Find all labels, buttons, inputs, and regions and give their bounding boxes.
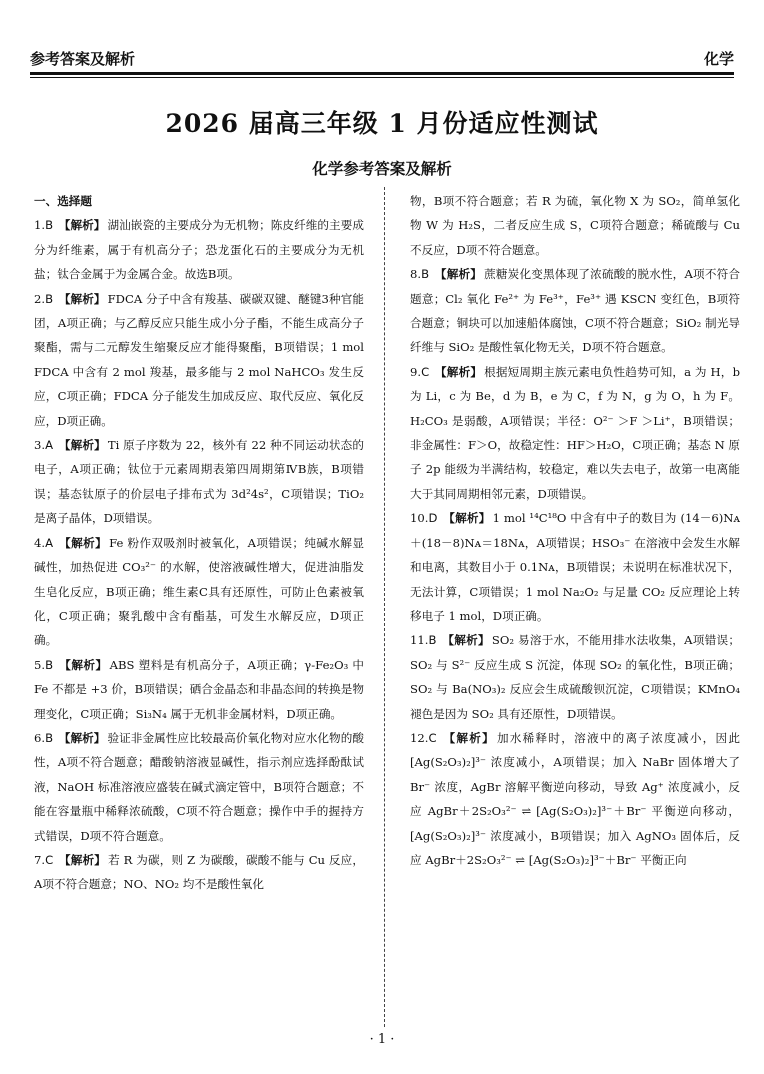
header-rule-thick bbox=[30, 72, 734, 75]
item-answer: D bbox=[428, 511, 438, 526]
answer-item bbox=[34, 531, 364, 653]
answer-item bbox=[410, 726, 740, 872]
item-answer: C bbox=[421, 364, 430, 379]
answer-item bbox=[410, 360, 740, 506]
answer-item bbox=[34, 848, 364, 897]
item-explanation: Fe 粉作双吸剂时被氧化，A项错误；纯碱水解显碱性，加热促进 CO₃²⁻ 的水解，使溶液碱性增大，促进油脂发生皂化反应，B项正确；维生素C具有还原性，可防止色素被氧化，C项正确；聚乳酸中含有酯基，可发生水解反应，D项正确。 bbox=[34, 535, 364, 648]
item-explanation: 加水稀释时，溶液中的离子浓度减小，因此 [Ag(S₂O₃)₂]³⁻ 浓度减小，A项错误；加入 NaBr 固体增大了 Br⁻ 浓度，AgBr 溶解平衡逆向移动，导致 Ag⁺ 浓度减小，反应 AgBr＋2S₂O₃²⁻ ⇌ [Ag(S₂O₃)₂]³⁻＋Br⁻ 平衡逆向移动，[Ag(S₂O₃)₂]³⁻ 浓度减小，B项错误；加入 AgNO₃ 固体后，反应 AgBr＋2S₂O₃²⁻ ⇌ [Ag(S₂O₃)₂]³⁻＋Br⁻ 平衡正向 bbox=[410, 730, 740, 867]
item-answer: A bbox=[45, 438, 53, 453]
item-number: 5. bbox=[34, 657, 46, 672]
item-explanation: Ti 原子序数为 22，核外有 22 种不同运动状态的电子，A项正确；钛位于元素周期表第四周期第ⅣB族，B项错误；基态钛原子的价层电子排布式为 3d²4s²，C项错误；TiO₂ 是离子晶体，D项错误。 bbox=[34, 438, 364, 526]
page-header bbox=[30, 44, 734, 74]
section-heading: 一、选择题 bbox=[34, 194, 92, 208]
page-number: · 1 · bbox=[369, 1032, 395, 1047]
item-answer: B bbox=[421, 267, 430, 282]
item-number: 4. bbox=[34, 535, 46, 550]
item-answer: B bbox=[45, 291, 54, 306]
item-number: 9. bbox=[410, 364, 422, 379]
item-answer: A bbox=[45, 535, 53, 550]
item-number: 1. bbox=[34, 218, 46, 233]
answer-item bbox=[34, 287, 364, 433]
answer-item bbox=[410, 628, 740, 726]
item-explanation: 湖汕嵌瓷的主要成分为无机物；陈皮纤维的主要成分为纤维素，属于有机高分子；恐龙蛋化石的主要成分为无机盐；钛合金属于为金属合金。故选B项。 bbox=[34, 218, 364, 282]
item-tag: 【解析】 bbox=[58, 218, 106, 233]
item-tag: 【解析】 bbox=[58, 730, 106, 745]
item-answer: B bbox=[45, 218, 54, 233]
item-number: 12. bbox=[410, 730, 429, 745]
item-number: 8. bbox=[410, 267, 422, 282]
item-answer: C bbox=[428, 730, 437, 745]
item-explanation: 物，B项不符合题意；若 R 为硫，氧化物 X 为 SO₂，简单氢化物 W 为 H₂S，二者反应生成 S，C项符合题意；稀硫酸与 Cu 不反应，D项不符合题意。 bbox=[410, 194, 740, 257]
item-explanation: 1 mol ¹⁴C¹⁸O 中含有中子的数目为 (14－6)Nᴀ＋(18－8)Nᴀ＝18Nᴀ，A项错误；HSO₃⁻ 在溶液中会发生水解和电离，其数目小于 0.1Nᴀ，B项错误；未说明在标准状况下，无法计算，C项错误；1 mol Na₂O₂ 与足量 CO₂ 反应理论上转移电子 1 mol，D项正确。 bbox=[410, 511, 740, 623]
item-answer: C bbox=[45, 852, 54, 867]
answer-item bbox=[410, 506, 740, 628]
item-tag: 【解析】 bbox=[59, 657, 108, 672]
answer-item bbox=[34, 653, 364, 726]
item-answer: B bbox=[428, 633, 437, 648]
page-title: 2026 届高三年级 1 月份适应性测试 bbox=[165, 109, 599, 138]
right-column bbox=[410, 189, 740, 872]
item-explanation: ABS 塑料是有机高分子，A项正确；γ-Fe₂O₃ 中 Fe 不都是 +3 价，B项错误；硒合金晶态和非晶态间的转换是物理变化，C项正确；Si₃N₄ 属于无机非金属材料，D项正确。 bbox=[34, 657, 365, 721]
left-column bbox=[34, 189, 364, 897]
item-tag: 【解析】 bbox=[58, 291, 106, 306]
item-number: 6. bbox=[34, 730, 46, 745]
item-tag: 【解析】 bbox=[59, 535, 108, 550]
answer-item bbox=[34, 433, 364, 531]
right-items bbox=[410, 189, 740, 872]
item-number: 2. bbox=[34, 291, 46, 306]
item-explanation: FDCA 分子中含有羧基、碳碳双键、醚键3种官能团，A项正确；与乙醇反应只能生成小分子酯，不能生成高分子聚酯，需与二元醇发生缩聚反应才能得聚酯，B项错误；1 mol FDCA 中含有 2 mol 羧基，最多能与 2 mol NaHCO₃ 发生反应，C项正确；FDCA 分子能发生加成反应、取代反应、氧化反应，D项正确。 bbox=[34, 291, 364, 428]
answer-item bbox=[410, 189, 740, 262]
item-explanation: SO₂ 易溶于水，不能用排水法收集，A项错误；SO₂ 与 S²⁻ 反应生成 S 沉淀，体现 SO₂ 的氧化性，B项正确；SO₂ 与 Ba(NO₃)₂ 反应会生成硫酸钡沉淀，C项错误；KMnO₄ 褪色是因为 SO₂ 具有还原性，D项错误。 bbox=[410, 633, 741, 721]
item-tag: 【解析】 bbox=[443, 730, 495, 745]
header-subject: 化学 bbox=[703, 50, 734, 68]
item-explanation: 蔗糖炭化变黑体现了浓硫酸的脱水性，A项不符合题意；Cl₂ 氧化 Fe²⁺ 为 Fe³⁺，Fe³⁺ 遇 KSCN 变红色，B项符合题意；铜块可以加速船体腐蚀，C项不符合题意；SiO₂ 制光导纤维与 SiO₂ 是酸性氧化物无关，D项不符合题意。 bbox=[410, 267, 740, 355]
item-tag: 【解析】 bbox=[443, 511, 491, 526]
item-tag: 【解析】 bbox=[442, 633, 490, 648]
item-tag: 【解析】 bbox=[59, 852, 107, 867]
item-number: 11. bbox=[410, 633, 429, 648]
left-items bbox=[34, 213, 364, 896]
page-subtitle: 化学参考答案及解析 bbox=[312, 160, 452, 178]
item-explanation: 若 R 为碳，则 Z 为碳酸，碳酸不能与 Cu 反应，A项不符合题意；NO、NO₂ 均不是酸性氧化 bbox=[34, 852, 364, 892]
item-tag: 【解析】 bbox=[434, 267, 483, 282]
answer-item bbox=[34, 213, 364, 286]
item-explanation: 验证非金属性应比较最高价氧化物对应水化物的酸性，A项不符合题意；醋酸钠溶液显碱性，指示剂应选择酚酞试液，NaOH 标准溶液应盛装在碱式滴定管中，B项符合题意；不能在容量瓶中稀释浓硫酸，C项不符合题意；操作中手的握持方式错误，D项不符合题意。 bbox=[34, 730, 364, 843]
item-number: 7. bbox=[34, 852, 46, 867]
item-explanation: 根据短周期主族元素电负性趋势可知，a 为 H，b 为 Li，c 为 Be，d 为 B，e 为 C，f 为 N，g 为 O，h 为 F。H₂CO₃ 是弱酸，A项错误；半径：O²⁻ ＞F ＞Li⁺，B项错误；非金属性：F＞O，故稳定性：HF＞H₂O，C项正确；基态 N 原子 2p 能级为半满结构，较稳定，难以失去电子，故第一电离能大于其同周期相邻元素，D项错误。 bbox=[410, 364, 740, 501]
header-doc-type: 参考答案及解析 bbox=[30, 50, 136, 68]
item-number: 3. bbox=[34, 438, 46, 453]
item-answer: B bbox=[45, 657, 54, 672]
column-divider bbox=[384, 187, 385, 1027]
answer-item bbox=[410, 262, 740, 360]
item-tag: 【解析】 bbox=[435, 364, 483, 379]
item-answer: B bbox=[45, 730, 54, 745]
item-number: 10. bbox=[410, 511, 429, 526]
item-tag: 【解析】 bbox=[58, 438, 106, 453]
header-rule-thin bbox=[30, 77, 734, 78]
answer-item bbox=[34, 726, 364, 848]
